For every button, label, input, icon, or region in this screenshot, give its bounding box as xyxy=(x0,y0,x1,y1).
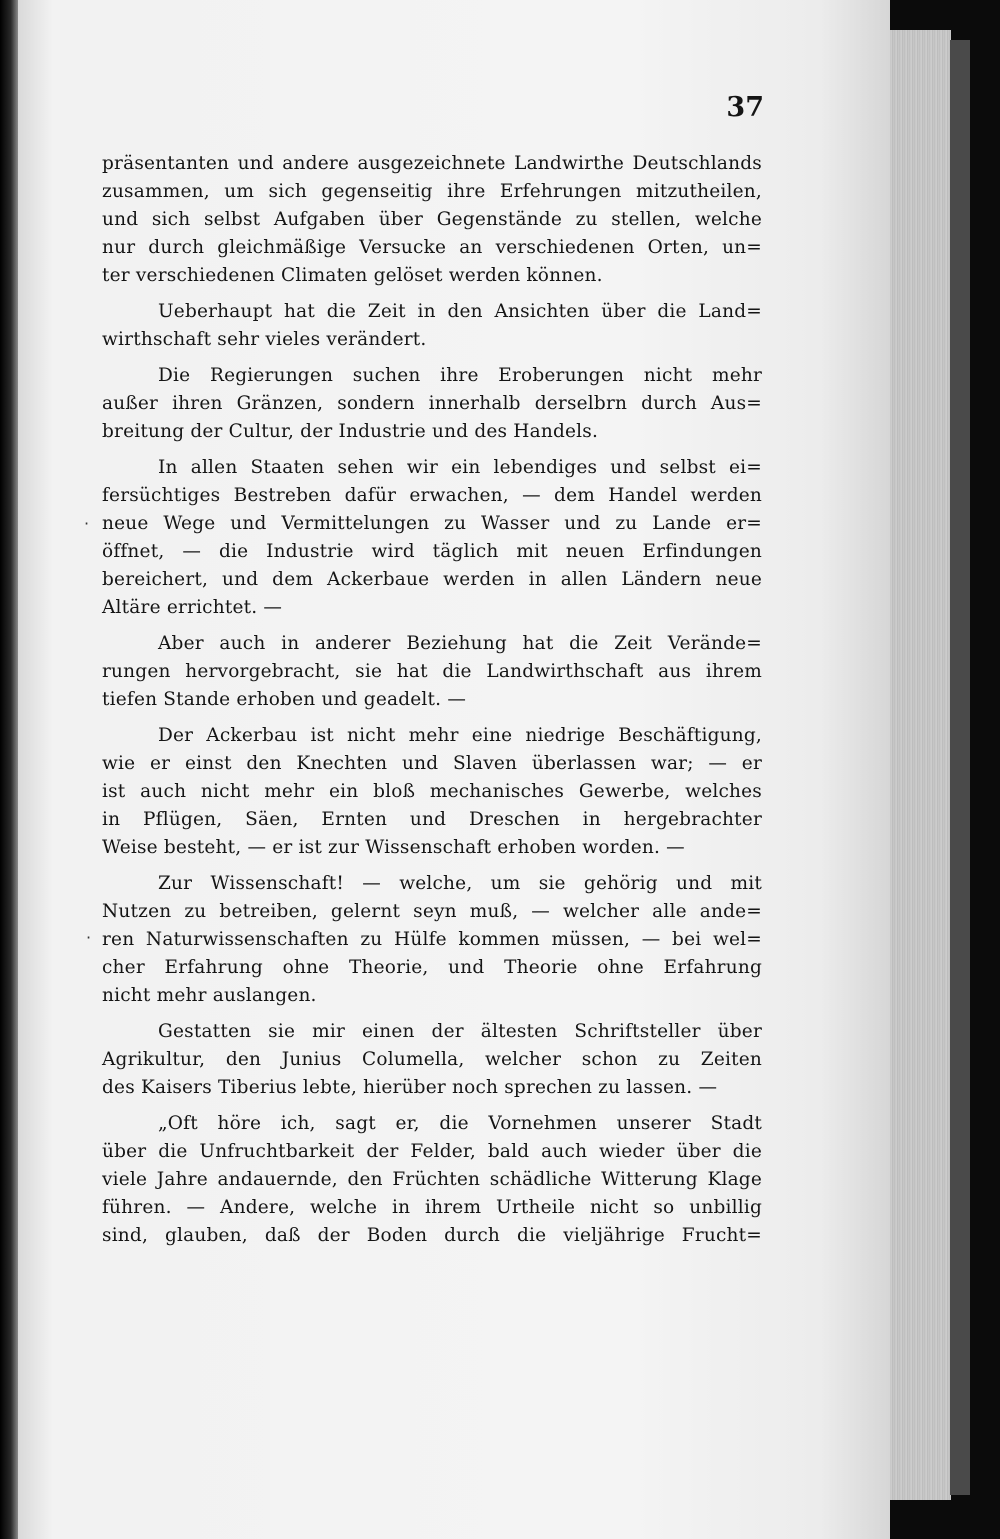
book-cover-edge xyxy=(950,40,970,1495)
paragraph-gap xyxy=(102,1102,762,1110)
paragraph-gap xyxy=(102,714,762,722)
paragraph xyxy=(102,722,762,862)
paragraph-gap xyxy=(102,622,762,630)
text-line: „Oft höre ich, sagt er, die Vornehmen unserer Stadt xyxy=(158,1113,762,1134)
text-line: zusammen, um sich gegenseitig ihre Erfehrungen mitzutheilen, xyxy=(102,181,762,202)
body-text xyxy=(102,150,762,1250)
paragraph-gap xyxy=(102,290,762,298)
text-line: nur durch gleichmäßige Versucke an verschiedenen Orten, un= xyxy=(102,237,762,258)
text-line: führen. — Andere, welche in ihrem Urtheile nicht so unbillig xyxy=(102,1197,762,1218)
paragraph xyxy=(102,454,762,622)
paragraph xyxy=(102,362,762,446)
paragraph xyxy=(102,1018,762,1102)
paragraph-gap xyxy=(102,446,762,454)
text-line: bereichert, und dem Ackerbaue werden in allen Ländern neue xyxy=(102,569,762,590)
text-line: breitung der Cultur, der Industrie und des Handels. xyxy=(102,421,599,442)
text-line: Die Regierungen suchen ihre Eroberungen nicht mehr xyxy=(158,365,762,386)
page-number: 37 xyxy=(726,92,764,123)
text-line: ren Naturwissenschaften zu Hülfe kommen müssen, — bei wel= xyxy=(102,929,762,950)
text-line: Ueberhaupt hat die Zeit in den Ansichten über die Land= xyxy=(158,301,762,322)
text-line: Der Ackerbau ist nicht mehr eine niedrige Beschäftigung, xyxy=(158,725,762,746)
margin-speck: · xyxy=(84,514,90,533)
text-line: neue Wege und Vermittelungen zu Wasser und zu Lande er= xyxy=(102,513,762,534)
paragraph xyxy=(102,870,762,1010)
paragraph xyxy=(102,630,762,714)
paragraph xyxy=(102,298,762,354)
text-line: tiefen Stande erhoben und geadelt. — xyxy=(102,689,467,710)
text-line: Gestatten sie mir einen der ältesten Schriftsteller über xyxy=(158,1021,762,1042)
text-line: wirthschaft sehr vieles verändert. xyxy=(102,329,427,350)
paragraph-gap xyxy=(102,354,762,362)
paragraph xyxy=(102,150,762,290)
text-line: und sich selbst Aufgaben über Gegenstände zu stellen, welche xyxy=(102,209,762,230)
text-line: Altäre errichtet. — xyxy=(102,597,283,618)
text-line: präsentanten und andere ausgezeichnete Landwirthe Deutschlands xyxy=(102,153,762,174)
text-line: nicht mehr auslangen. xyxy=(102,985,317,1006)
text-line: des Kaisers Tiberius lebte, hierüber noch sprechen zu lassen. — xyxy=(102,1077,718,1098)
text-line: Agrikultur, den Junius Columella, welcher schon zu Zeiten xyxy=(102,1049,762,1070)
text-line: Weise besteht, — er ist zur Wissenschaft erhoben worden. — xyxy=(102,837,685,858)
text-line: ist auch nicht mehr ein bloß mechanisches Gewerbe, welches xyxy=(102,781,762,802)
text-line: ter verschiedenen Climaten gelöset werden können. xyxy=(102,265,603,286)
text-line: Aber auch in anderer Beziehung hat die Zeit Verände= xyxy=(158,633,762,654)
paragraph xyxy=(102,1110,762,1250)
text-line: außer ihren Gränzen, sondern innerhalb derselbrn durch Aus= xyxy=(102,393,762,414)
paragraph-gap xyxy=(102,862,762,870)
text-line: sind, glauben, daß der Boden durch die vieljährige Frucht= xyxy=(102,1225,762,1246)
margin-speck: · xyxy=(86,928,92,947)
paragraph-gap xyxy=(102,1010,762,1018)
text-line: viele Jahre andauernde, den Früchten schädliche Witterung Klage xyxy=(102,1169,762,1190)
text-line: fersüchtiges Bestreben dafür erwachen, — dem Handel werden xyxy=(102,485,762,506)
text-line: wie er einst den Knechten und Slaven überlassen war; — er xyxy=(102,753,762,774)
text-line: Nutzen zu betreiben, gelernt seyn muß, — welcher alle ande= xyxy=(102,901,762,922)
text-line: über die Unfruchtbarkeit der Felder, bald auch wieder über die xyxy=(102,1141,762,1162)
text-line: Zur Wissenschaft! — welche, um sie gehörig und mit xyxy=(158,873,762,894)
book-gutter-edge xyxy=(0,0,18,1539)
text-line: rungen hervorgebracht, sie hat die Landwirthschaft aus ihrem xyxy=(102,661,762,682)
text-line: in Pflügen, Säen, Ernten und Dreschen in hergebrachter xyxy=(102,809,762,830)
text-line: In allen Staaten sehen wir ein lebendiges und selbst ei= xyxy=(158,457,762,478)
text-line: öffnet, — die Industrie wird täglich mit neuen Erfindungen xyxy=(102,541,762,562)
text-line: cher Erfahrung ohne Theorie, und Theorie ohne Erfahrung xyxy=(102,957,762,978)
